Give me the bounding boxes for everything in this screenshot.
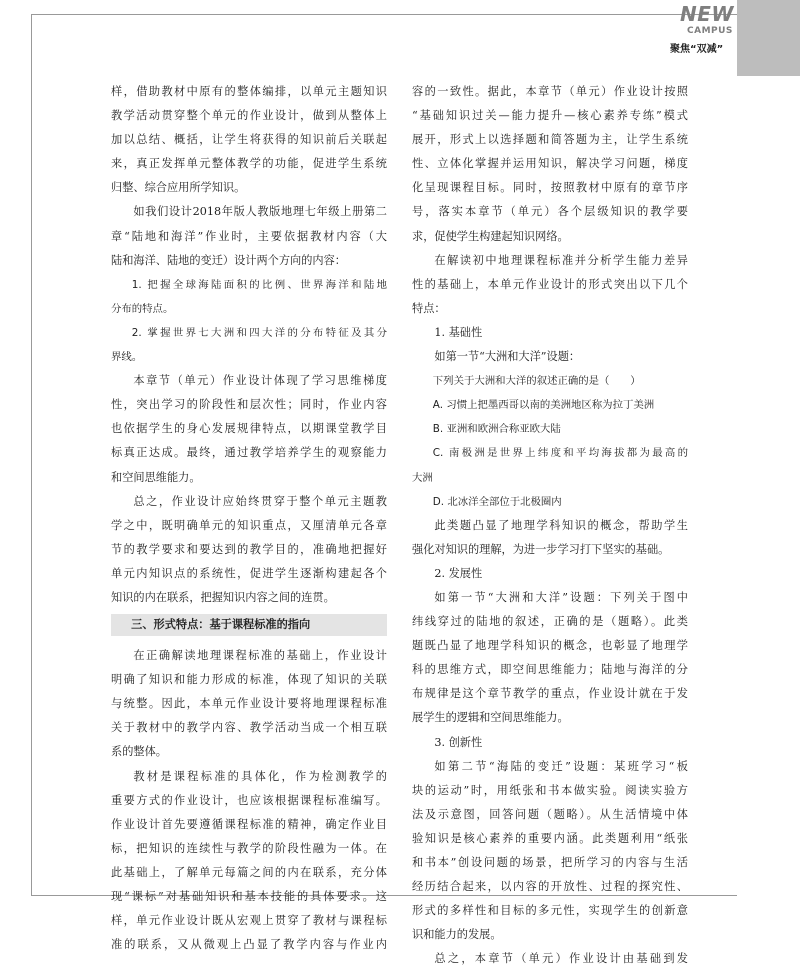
section-label: 聚焦“双减” <box>670 44 724 55</box>
text-line: 布规律是这个章节教学的重点，作业设计就在于发 <box>412 687 688 701</box>
text-line: 2. 掌握世界七大洲和四大洋的分布特征及其分 <box>131 326 387 339</box>
text-line: 总之，作业设计应始终贯穿于整个单元主题教 <box>133 494 387 508</box>
text-line: 现“课标”对基础知识和基本技能的具体要求。这 <box>111 890 387 903</box>
left-column <box>111 80 387 957</box>
text-line: “基础知识过关—能力提升—核心素养专练”模式 <box>412 109 688 123</box>
text-line: 样，单元作业设计既从宏观上贯穿了教材与课程标 <box>111 914 387 928</box>
text-line: 总之，本章节（单元）作业设计由基础到发 <box>434 952 688 966</box>
text-line: 标真正达成。最终，通过教学培养学生的观察能力 <box>111 446 387 460</box>
text-line: 性，突出学习的阶段性和层次性；同时，作业内容 <box>111 398 387 412</box>
text-line: 和空间思维能力。 <box>111 470 201 484</box>
text-line: 归整、综合应用所学知识。 <box>111 181 246 195</box>
text-line: 与统整。因此，本单元作业设计要将地理课程标准 <box>111 697 387 711</box>
text-line: 在正确解读地理课程标准的基础上，作业设计 <box>133 649 387 663</box>
text-line: 形式的多样性和目标的多元性，实现学生的创新意 <box>412 904 688 918</box>
text-line: 下列关于大洲和大洋的叙述正确的是（ ） <box>432 375 641 388</box>
text-line: 教学活动贯穿整个单元的作业设计，做到从整体上 <box>111 109 387 123</box>
text-line: 此基础上，了解单元每篇之间的内在联系，充分体 <box>111 865 387 879</box>
page-frame-left <box>31 14 32 896</box>
corner-tab <box>737 0 800 76</box>
text-line: 节的教学要求和要达到的教学目的，准确地把握好 <box>111 542 387 556</box>
text-line: 如我们设计2018年版人教版地理七年级上册第二 <box>133 205 387 219</box>
text-line: 陆和海洋、陆地的变迁）设计两个方向的内容： <box>111 253 346 267</box>
text-line: 题既凸显了地理学科知识的概念，也彰显了地理学 <box>412 639 688 653</box>
logo-new: NEW <box>680 2 734 26</box>
text-line: 章“陆地和海洋”作业时，主要依据教材内容（大 <box>111 229 387 243</box>
section-heading: 三、形式特点：基于课程标准的指向 <box>111 614 387 636</box>
text-line: 加以总结、概括，让学生将获得的知识前后关联起 <box>111 133 387 147</box>
text-line: D. 北冰洋全部位于北极圈内 <box>432 495 562 508</box>
text-line: 性的基础上，本单元作业设计的形式突出以下几个 <box>412 277 688 291</box>
text-line: 纬线穿过的陆地的叙述，正确的是（题略）。此类 <box>412 615 688 629</box>
text-line: 单元内知识点的系统性，促进学生逐渐构建起各个 <box>111 566 387 580</box>
text-line: 准的联系，又从微观上凸显了教学内容与作业内 <box>111 938 387 952</box>
text-line: 知识的内在联系，把握知识内容之间的连贯。 <box>111 590 335 604</box>
text-line: 重要方式的作业设计，也应该根据课程标准编写。 <box>111 793 387 807</box>
text-line: 和书本”创设问题的场景，把所学习的内容与生活 <box>412 856 688 869</box>
text-line: 求，促使学生构建起知识网络。 <box>412 229 569 243</box>
text-line: 性、立体化掌握并运用知识，解决学习问题，梯度 <box>412 157 688 171</box>
text-line: 容的一致性。据此，本章节（单元）作业设计按照 <box>412 85 688 98</box>
text-line: C. 南极洲是世界上纬度和平均海拔都为最高的 <box>432 447 688 460</box>
text-line: 1. 把握全球海陆面积的比例、世界海洋和陆地 <box>131 278 387 291</box>
logo-campus: CAMPUS <box>687 26 733 36</box>
text-line: 经历结合起来，以内容的开放性、过程的探究性、 <box>412 880 688 894</box>
text-line: B. 亚洲和欧洲合称亚欧大陆 <box>432 423 561 436</box>
text-line: 作业设计首先要遵循课程标准的精神，确定作业目 <box>111 817 387 831</box>
text-line: 系的整体。 <box>111 745 167 759</box>
text-line: 关于教材中的教学内容、教学活动当成一个相互联 <box>111 721 387 735</box>
text-line: 化呈现课程目标。同时，按照教材中原有的章节序 <box>412 181 688 195</box>
text-line: 法及示意图，回答问题（题略）。从生活情境中体 <box>412 807 688 821</box>
text-line: 强化对知识的理解，为进一步学习打下坚实的基础。 <box>412 542 670 556</box>
text-line: 号，落实本章节（单元）各个层级知识的教学要 <box>412 205 688 219</box>
right-column <box>412 80 688 971</box>
text-line: 科的思维方式，即空间思维能力；陆地与海洋的分 <box>412 663 688 677</box>
text-line: 教材是课程标准的具体化，作为检测教学的 <box>133 769 387 783</box>
text-line: 样，借助教材中原有的整体编排，以单元主题知识 <box>111 85 387 98</box>
text-line: 展学生的逻辑和空间思维能力。 <box>412 711 569 725</box>
text-line: 明确了知识和能力形成的标准，体现了知识的关联 <box>111 673 387 687</box>
text-line: A. 习惯上把墨西哥以南的美洲地区称为拉丁美洲 <box>432 399 655 412</box>
text-line: 展开，形式上以选择题和简答题为主，让学生系统 <box>412 133 688 147</box>
text-line: 特点： <box>412 301 446 315</box>
text-line: 3. 创新性 <box>434 735 483 749</box>
text-line: 来，真正发挥单元整体教学的功能，促进学生系统 <box>111 157 387 171</box>
text-line: 在解读初中地理课程标准并分析学生能力差异 <box>434 253 688 267</box>
text-line: 如第一节“大洲和大洋”设题：下列关于图中 <box>434 590 688 604</box>
text-line: 界线。 <box>111 351 143 364</box>
text-line: 分布的特点。 <box>111 302 174 315</box>
text-line: 1. 基础性 <box>434 325 483 339</box>
text-line: 块的运动”时，用纸张和书本做实验。阅读实验方 <box>412 783 688 797</box>
text-line: 此类题凸显了地理学科知识的概念，帮助学生 <box>434 518 688 532</box>
text-line: 如第二节“海陆的变迁”设题：某班学习“板 <box>434 759 688 773</box>
text-line: 识和能力的发展。 <box>412 928 502 942</box>
text-line: 也依据学生的身心发展规律特点，以期课堂教学目 <box>111 422 387 436</box>
text-line: 本章节（单元）作业设计体现了学习思维梯度 <box>133 374 387 388</box>
text-line: 学之中，既明确单元的知识重点，又厘清单元各章 <box>111 518 387 532</box>
text-line: 验知识是核心素养的重要内涵。此类题利用“纸张 <box>412 831 688 845</box>
text-line: 2. 发展性 <box>434 566 483 580</box>
text-line: 大洲 <box>412 471 433 484</box>
page-frame-top <box>31 14 737 15</box>
text-line: 如第一节“大洲和大洋”设题： <box>434 350 581 364</box>
text-line: 标，把知识的连续性与教学的阶段性融为一体。在 <box>111 841 387 855</box>
